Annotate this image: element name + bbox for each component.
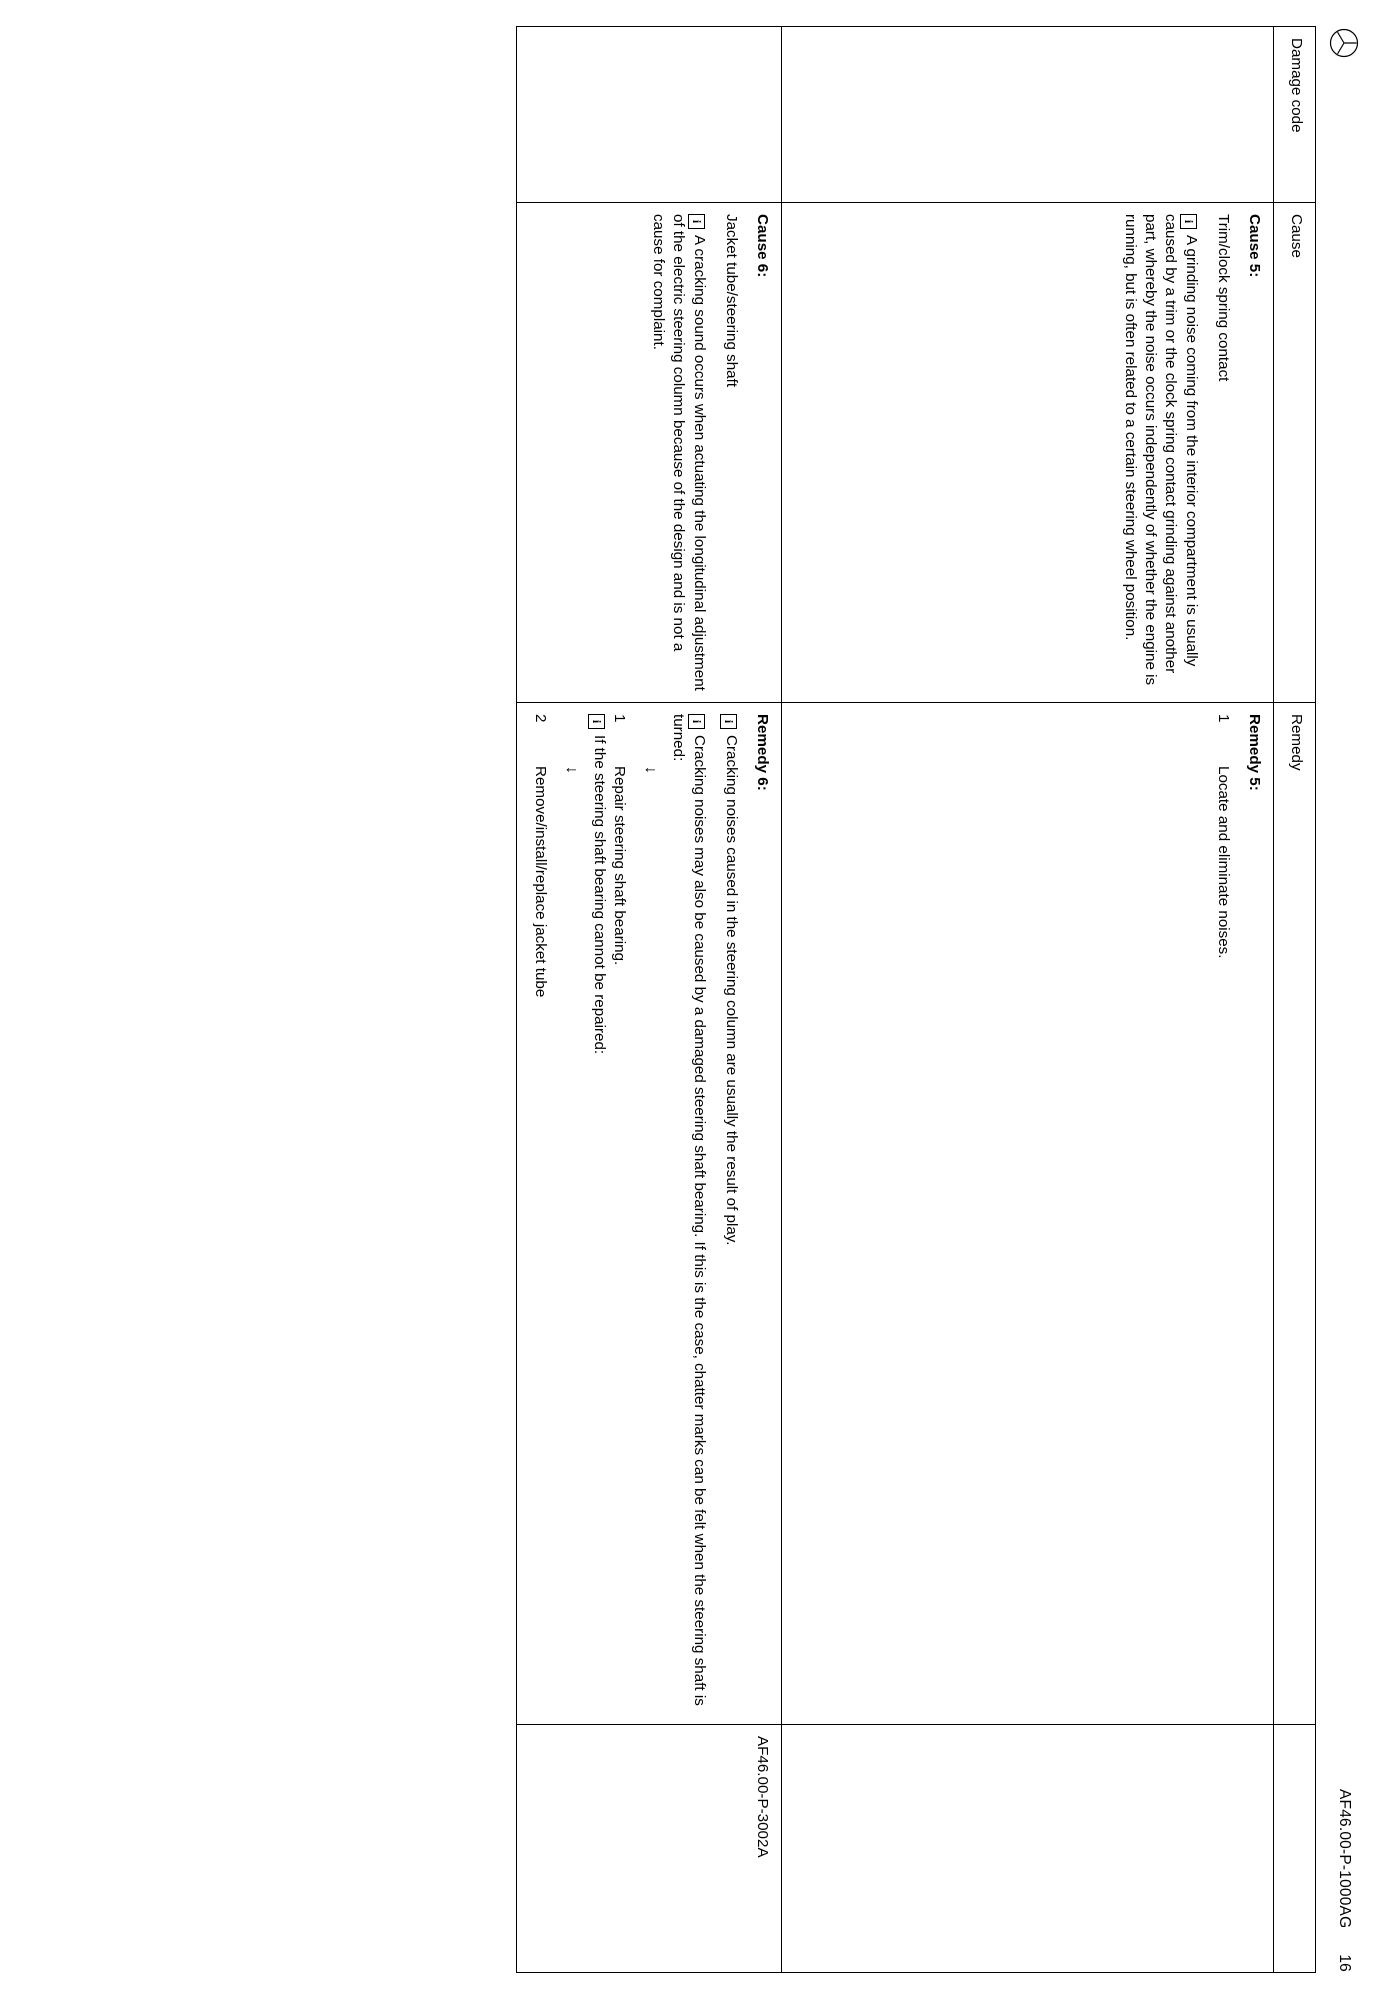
remedy-step-number: 1 [1214,714,1232,723]
table-header-row [1273,27,1315,1973]
page-number: 16 [1336,1954,1353,1972]
remedy-note-1-text: Cracking noises caused in the steering column are usually the result of play. [722,735,740,1246]
table-row [781,27,1273,1973]
cause-title: Trim/clock spring contact [1214,214,1232,382]
cause-title: Jacket tube/steering shaft [722,214,740,388]
flow-arrow-1: ↓ [642,766,660,774]
remedy-step [529,714,549,1713]
remedy-note-3-text: If the steering shaft bearing cannot be repaired: [590,735,608,1055]
remedy-note-2-text: Cracking noises may also be caused by a damaged steering shaft bearing. If this is the case, chatter marks can be felt when the steering shaft is turned: [669,714,708,1706]
cell-cause [781,203,1273,703]
page-header [1324,28,1364,1972]
remedy-step-text: Locate and eliminate noises. [1214,766,1232,959]
reference-code: AF46.00-P-3002A [753,1736,771,1858]
cell-cause [517,203,781,703]
info-icon: i [1180,214,1197,229]
remedy-step-number: 1 [611,714,629,723]
flow-arrow-2: ↓ [562,766,580,774]
document-code: AF46.00-P-1000AG [1336,1789,1353,1929]
damage-code-table [516,26,1316,1973]
remedy-note-1 [720,714,741,1713]
cell-remedy [517,703,781,1725]
mercedes-star-logo-icon [1329,28,1359,58]
cause-note-text: A grinding noise coming from the interior compartment is usually caused by a trim or the clock spring contact grinding against another part, whereby the noise occurs independently of whether the engine is running, but is often related to a certain steering wheel position. [1121,214,1201,686]
remedy-heading: Remedy 5: [1245,714,1263,791]
cell-reference [781,1725,1273,1973]
cell-damage-code [517,27,781,203]
cause-heading: Cause 6: [753,214,771,278]
cause-note [1120,214,1202,691]
remedy-step [609,714,629,1713]
table-row [517,27,781,1973]
cell-damage-code [781,27,1273,203]
remedy-note-3 [588,714,609,1713]
info-icon: i [588,714,605,729]
cell-remedy [781,703,1273,1725]
remedy-step-text: Remove/install/replace jacket tube [531,766,549,998]
column-header-reference [1273,1725,1315,1973]
info-icon: i [720,714,737,729]
info-icon: i [688,714,705,729]
cell-reference [517,1725,781,1973]
logo-wrap [1329,28,1359,58]
header-right [1335,1789,1353,1972]
remedy-heading: Remedy 6: [753,714,771,791]
info-icon: i [688,214,705,229]
cause-note-text: A cracking sound occurs when actuating the longitudinal adjustment of the electric steering column because of the design and is not a cause for complaint. [650,214,709,691]
cause-heading: Cause 5: [1245,214,1263,278]
column-header-damage-code: Damage code [1273,27,1315,203]
remedy-step-number: 2 [531,714,549,723]
column-header-cause: Cause [1273,203,1315,703]
column-header-remedy: Remedy [1273,703,1315,1725]
remedy-note-2 [667,714,708,1713]
cause-note [648,214,709,691]
remedy-step [1212,714,1232,1713]
remedy-step-text: Repair steering shaft bearing. [611,766,629,966]
